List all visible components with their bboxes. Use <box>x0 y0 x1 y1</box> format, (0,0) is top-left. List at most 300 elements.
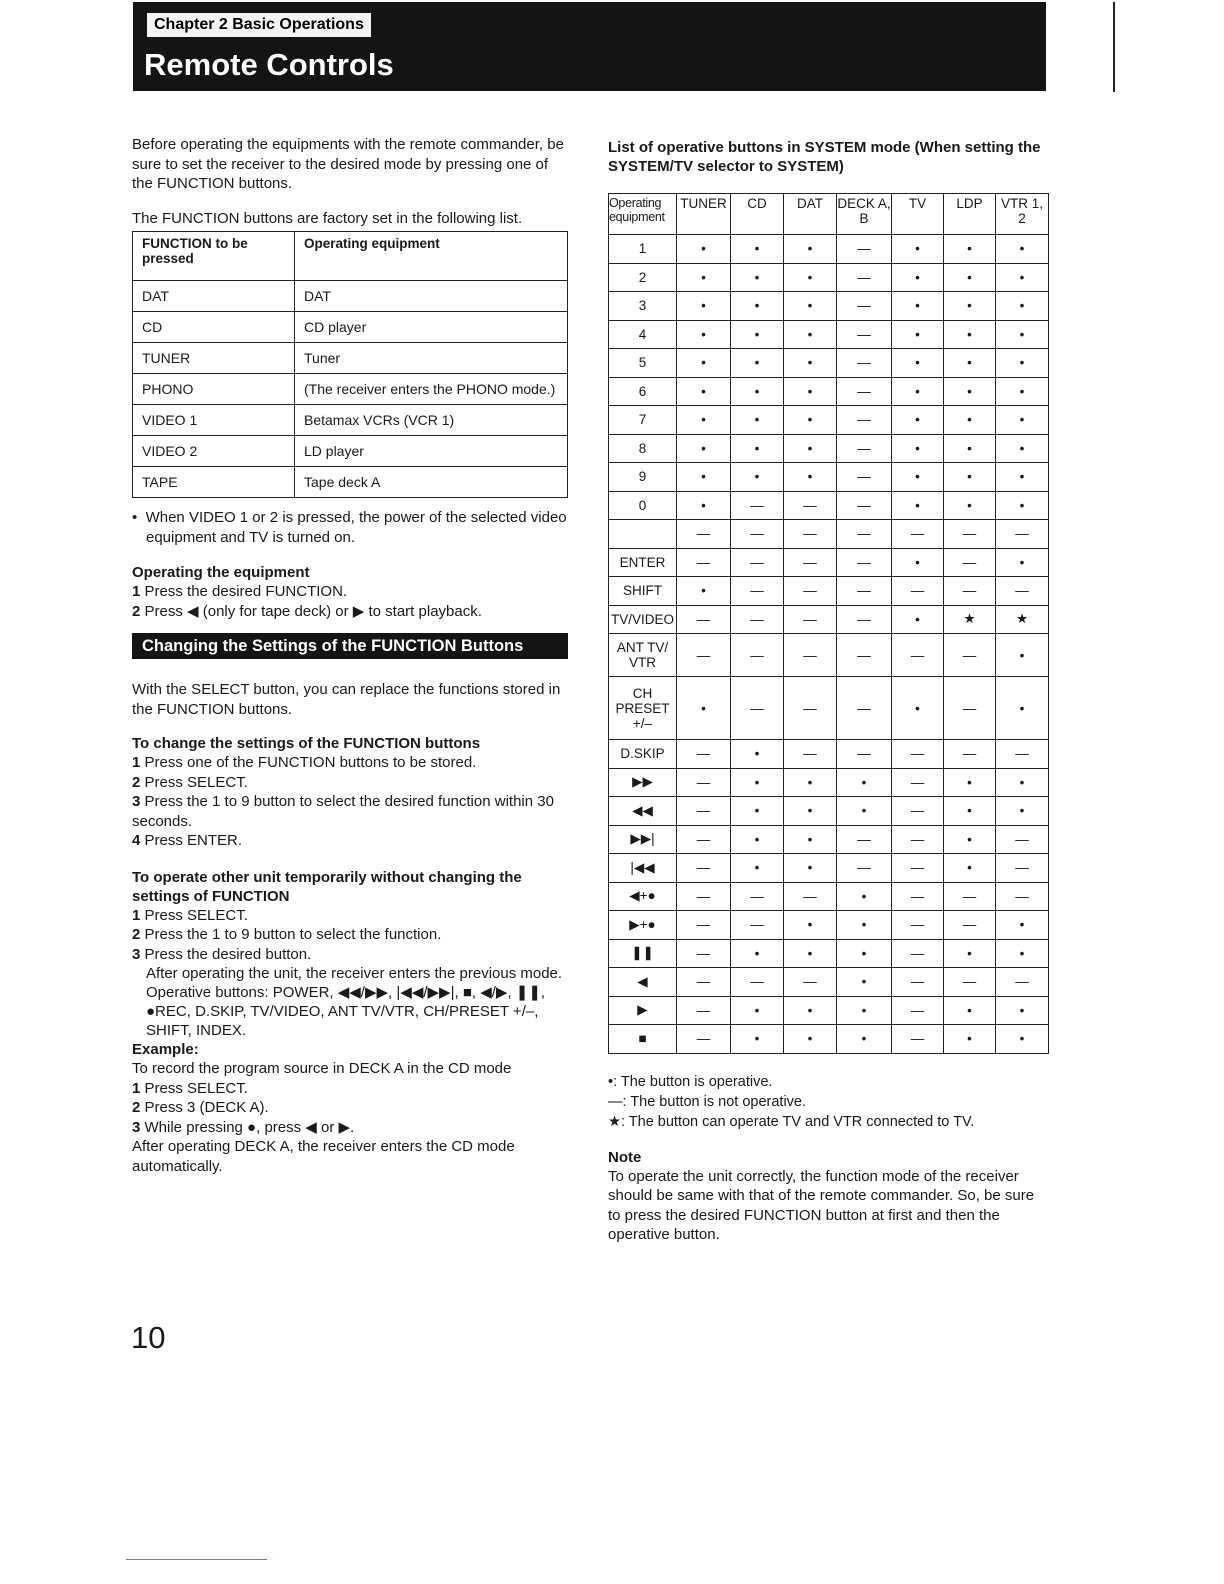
system-table-cell: — <box>731 911 784 940</box>
system-table-cell: — <box>837 634 892 677</box>
system-table-cell: — <box>677 605 731 634</box>
step-text: Press 3 (DECK A). <box>144 1099 269 1116</box>
section-banner: Changing the Settings of the FUNCTION Buttons <box>132 633 568 659</box>
system-table-cell: • <box>892 677 944 740</box>
system-table-cell: — <box>731 577 784 606</box>
system-table-row <box>609 968 1049 997</box>
system-table-cell: • <box>837 939 892 968</box>
system-table-cell: — <box>944 520 996 549</box>
system-table-header-cell: DECK A, B <box>837 194 892 235</box>
system-table-cell: • <box>892 434 944 463</box>
system-table-cell: — <box>677 968 731 997</box>
system-table-cell: • <box>996 349 1049 378</box>
step-item <box>132 582 568 602</box>
system-table-cell: — <box>677 797 731 826</box>
system-table-cell: — <box>784 605 837 634</box>
system-table-cell: • <box>784 825 837 854</box>
system-table-cell: — <box>784 968 837 997</box>
legend-item: —: The button is not operative. <box>608 1093 807 1110</box>
system-table-cell: — <box>892 768 944 797</box>
system-table-row <box>609 577 1049 606</box>
system-table-cell: • <box>892 320 944 349</box>
system-table-row-label: 7 <box>609 406 677 435</box>
system-table-cell: • <box>996 463 1049 492</box>
system-table-cell: • <box>996 320 1049 349</box>
system-table-cell: — <box>996 825 1049 854</box>
system-table-row-label: ENTER <box>609 548 677 577</box>
function-table-cell: (The receiver enters the PHONO mode.) <box>295 374 568 405</box>
system-table-row <box>609 677 1049 740</box>
system-table-cell: — <box>784 520 837 549</box>
system-table-cell: • <box>837 996 892 1025</box>
footer-rule <box>126 1559 267 1560</box>
system-table-cell: • <box>731 939 784 968</box>
step-text: Press SELECT. <box>144 773 248 791</box>
system-table-row <box>609 825 1049 854</box>
system-table-cell: • <box>837 882 892 911</box>
system-table-cell: • <box>944 463 996 492</box>
system-table-cell: — <box>944 882 996 911</box>
step-number: 1 <box>132 583 141 600</box>
system-table-cell: — <box>837 854 892 883</box>
system-table-row-label <box>609 520 677 549</box>
system-table-cell: • <box>944 1025 996 1054</box>
system-table-cell: • <box>944 768 996 797</box>
system-table-cell: • <box>944 406 996 435</box>
system-table-cell: • <box>944 825 996 854</box>
system-table-row-label: ▶+● <box>609 911 677 940</box>
system-table-cell: — <box>996 740 1049 769</box>
example-intro: To record the program source in DECK A in the CD mode <box>132 1060 512 1077</box>
system-table-cell: • <box>944 349 996 378</box>
system-table-cell: — <box>996 577 1049 606</box>
system-table-cell: — <box>892 634 944 677</box>
system-table-cell: — <box>677 939 731 968</box>
note-text: To operate the unit correctly, the function mode of the receiver should be same with that of the remote commander. So, be sure to press the desired FUNCTION button at first and then the operative button. <box>608 1167 1035 1243</box>
step-number: 2 <box>132 1099 141 1116</box>
system-table-cell: • <box>892 406 944 435</box>
system-table-row-label: D.SKIP <box>609 740 677 769</box>
system-table-header-cell: TUNER <box>677 194 731 235</box>
system-table-cell: • <box>996 634 1049 677</box>
system-table-header-cell: VTR 1, 2 <box>996 194 1049 235</box>
system-table-cell: • <box>784 406 837 435</box>
system-table-cell: • <box>677 320 731 349</box>
left-column <box>132 135 568 1176</box>
system-table-row <box>609 349 1049 378</box>
note-heading: Note <box>608 1148 642 1166</box>
video-note: • When VIDEO 1 or 2 is pressed, the power of the selected video equipment and TV is turned on. <box>132 509 567 546</box>
system-table-cell: • <box>731 740 784 769</box>
system-table-cell: — <box>944 911 996 940</box>
step-number: 1 <box>132 1079 141 1097</box>
temp-operative: Operative buttons: POWER, ◀◀/▶▶, |◀◀/▶▶|, ■, ◀/▶, ❚❚, ●REC, D.SKIP, TV/VIDEO, ANT TV/VTR, CH/PRESET +/–, SHIFT, INDEX. <box>146 984 546 1039</box>
function-table-header-cell: Operating equipment <box>295 232 568 281</box>
system-table-row-label: ◀+● <box>609 882 677 911</box>
system-table-cell: • <box>784 911 837 940</box>
system-table-cell: • <box>996 235 1049 264</box>
system-table-row-label: 3 <box>609 292 677 321</box>
system-table-row <box>609 854 1049 883</box>
system-table-cell: — <box>784 882 837 911</box>
system-table-cell: • <box>677 406 731 435</box>
step-number: 3 <box>132 793 141 810</box>
system-table-cell: — <box>784 577 837 606</box>
system-table-row-label: ◀ <box>609 968 677 997</box>
step-number: 2 <box>132 602 141 620</box>
page-number: 10 <box>131 1320 166 1355</box>
temp-after: After operating the unit, the receiver enters the previous mode. <box>146 965 563 982</box>
system-table-cell: • <box>784 463 837 492</box>
system-table-header-cell: LDP <box>944 194 996 235</box>
function-table-row <box>133 312 568 343</box>
system-table-cell: — <box>837 235 892 264</box>
step-text: Press ◀ (only for tape deck) or ▶ to start playback. <box>144 602 482 620</box>
system-table-cell: — <box>837 263 892 292</box>
step-text: Press SELECT. <box>144 1079 248 1097</box>
step-item <box>132 792 568 831</box>
step-item <box>132 1098 568 1118</box>
chapter-header <box>133 2 1046 91</box>
function-table-row <box>133 436 568 467</box>
system-table-cell: • <box>996 292 1049 321</box>
system-table-cell: — <box>892 882 944 911</box>
system-table-cell: — <box>731 520 784 549</box>
system-table-row-label: 6 <box>609 377 677 406</box>
system-table-cell: • <box>996 377 1049 406</box>
system-table-cell: — <box>677 520 731 549</box>
function-table-cell: Betamax VCRs (VCR 1) <box>295 405 568 436</box>
system-table-cell: • <box>892 292 944 321</box>
system-table-row <box>609 434 1049 463</box>
system-table-cell: • <box>731 349 784 378</box>
system-table-cell: • <box>731 797 784 826</box>
system-table-cell: — <box>944 634 996 677</box>
system-table-cell: • <box>944 939 996 968</box>
step-number: 2 <box>132 773 141 791</box>
system-table-cell: — <box>837 349 892 378</box>
chapter-label: Chapter 2 Basic Operations <box>147 13 371 37</box>
system-table-row-label: 1 <box>609 235 677 264</box>
system-table-cell: — <box>892 825 944 854</box>
system-table-cell: — <box>892 520 944 549</box>
system-table-cell: — <box>996 854 1049 883</box>
system-table-cell: — <box>837 740 892 769</box>
system-table-cell: — <box>892 577 944 606</box>
system-table-cell: — <box>944 677 996 740</box>
function-table-cell: DAT <box>133 281 295 312</box>
system-table-cell: — <box>731 491 784 520</box>
function-table-cell: CD player <box>295 312 568 343</box>
system-table-cell: — <box>677 634 731 677</box>
system-table-cell: — <box>731 968 784 997</box>
system-table-cell: • <box>837 797 892 826</box>
system-table-header-cell: DAT <box>784 194 837 235</box>
system-table-cell: — <box>784 677 837 740</box>
system-table-cell: • <box>784 263 837 292</box>
system-table-cell: • <box>892 377 944 406</box>
system-table-cell: — <box>944 740 996 769</box>
system-table-cell: • <box>784 349 837 378</box>
system-table-row <box>609 292 1049 321</box>
system-table-cell: • <box>996 911 1049 940</box>
system-table-cell: • <box>731 463 784 492</box>
system-table-row <box>609 996 1049 1025</box>
system-table-cell: — <box>731 605 784 634</box>
system-table-cell: • <box>944 854 996 883</box>
step-text: Press the desired button. <box>144 945 312 963</box>
system-table-cell: • <box>731 854 784 883</box>
system-table-cell: — <box>837 605 892 634</box>
system-table-cell: — <box>892 968 944 997</box>
system-table-row-label: ▶▶ <box>609 768 677 797</box>
system-table-cell: • <box>996 797 1049 826</box>
system-table-cell: — <box>996 968 1049 997</box>
system-table-row <box>609 634 1049 677</box>
system-table-cell: • <box>731 996 784 1025</box>
system-table-cell: — <box>784 634 837 677</box>
system-table-cell: • <box>996 1025 1049 1054</box>
system-table-cell: • <box>784 768 837 797</box>
system-table-row <box>609 740 1049 769</box>
system-table-cell: • <box>677 292 731 321</box>
system-table-cell: • <box>784 939 837 968</box>
system-table-cell: • <box>944 235 996 264</box>
system-table-cell: — <box>837 825 892 854</box>
step-text: Press ENTER. <box>144 832 243 849</box>
step-text: Press the 1 to 9 button to select the desired function within 30 seconds. <box>132 793 554 830</box>
operating-steps <box>132 582 568 621</box>
function-table-cell: VIDEO 2 <box>133 436 295 467</box>
right-column <box>608 138 1044 1245</box>
system-table-row <box>609 263 1049 292</box>
function-table-cell: TAPE <box>133 467 295 498</box>
step-item <box>132 1079 568 1099</box>
system-table-cell: — <box>837 577 892 606</box>
system-table-cell: — <box>892 939 944 968</box>
system-table-cell: — <box>892 996 944 1025</box>
system-table-cell: — <box>996 520 1049 549</box>
step-number: 1 <box>132 906 141 924</box>
system-table-cell: — <box>677 825 731 854</box>
system-table-cell: • <box>944 491 996 520</box>
system-table-cell: • <box>677 263 731 292</box>
system-table-cell: • <box>892 548 944 577</box>
system-table-cell: • <box>892 491 944 520</box>
system-table-cell: • <box>731 292 784 321</box>
system-table-row-label: 9 <box>609 463 677 492</box>
step-item <box>132 945 568 965</box>
system-table-cell: • <box>996 996 1049 1025</box>
step-number: 4 <box>132 832 141 849</box>
system-table-cell: — <box>837 548 892 577</box>
system-table-cell: — <box>677 740 731 769</box>
system-table-cell: • <box>731 825 784 854</box>
system-table-row-label: 4 <box>609 320 677 349</box>
select-intro: With the SELECT button, you can replace the functions stored in the FUNCTION buttons. <box>132 681 561 718</box>
function-table-cell: LD player <box>295 436 568 467</box>
legend-item: ★: The button can operate TV and VTR connected to TV. <box>608 1113 975 1130</box>
system-table-cell: — <box>731 548 784 577</box>
example-steps <box>132 1079 568 1138</box>
system-table-row <box>609 548 1049 577</box>
system-table-cell: • <box>837 1025 892 1054</box>
system-mode-table <box>608 193 1049 1054</box>
system-table-cell: — <box>784 740 837 769</box>
system-table-cell: • <box>944 263 996 292</box>
system-table-row <box>609 520 1049 549</box>
step-number: 3 <box>132 1118 141 1136</box>
system-table-cell: • <box>892 605 944 634</box>
system-table-row-label: ▶ <box>609 996 677 1025</box>
system-table-row <box>609 797 1049 826</box>
system-table-cell: — <box>892 740 944 769</box>
system-table-cell: — <box>837 292 892 321</box>
system-table-cell: ★ <box>996 605 1049 634</box>
system-table-cell: • <box>784 320 837 349</box>
function-table-cell: PHONO <box>133 374 295 405</box>
function-table-header <box>133 232 568 281</box>
system-table-cell: • <box>731 320 784 349</box>
step-text: Press the 1 to 9 button to select the function. <box>144 926 442 943</box>
operating-heading: Operating the equipment <box>132 564 310 581</box>
system-table-cell: • <box>996 263 1049 292</box>
system-table-cell: • <box>677 377 731 406</box>
system-table-row <box>609 605 1049 634</box>
system-table-cell: — <box>731 677 784 740</box>
system-table-cell: • <box>677 349 731 378</box>
system-table-row <box>609 406 1049 435</box>
step-number: 2 <box>132 926 141 943</box>
step-number: 1 <box>132 754 141 771</box>
function-table <box>132 231 568 498</box>
function-table-cell: Tape deck A <box>295 467 568 498</box>
system-table-cell: — <box>677 548 731 577</box>
system-table-row-label: ANT TV/ VTR <box>609 634 677 677</box>
system-table-cell: — <box>837 491 892 520</box>
step-item <box>132 925 568 945</box>
system-table-cell: • <box>784 235 837 264</box>
system-table-cell: • <box>996 677 1049 740</box>
system-table-cell: — <box>784 491 837 520</box>
system-table-cell: • <box>731 1025 784 1054</box>
system-table-row <box>609 939 1049 968</box>
temp-heading: To operate other unit temporarily without changing the settings of FUNCTION <box>132 868 522 905</box>
function-table-cell: TUNER <box>133 343 295 374</box>
system-table-cell: — <box>837 377 892 406</box>
system-table-cell: • <box>677 677 731 740</box>
system-table-cell: — <box>944 968 996 997</box>
system-table-cell: • <box>996 548 1049 577</box>
system-table-cell: — <box>892 797 944 826</box>
step-number: 3 <box>132 945 141 963</box>
system-table-cell: — <box>892 911 944 940</box>
system-table-row <box>609 463 1049 492</box>
system-table-cell: — <box>837 320 892 349</box>
system-table-cell: • <box>784 377 837 406</box>
system-table-cell: • <box>944 996 996 1025</box>
system-table-row-label: ◀◀ <box>609 797 677 826</box>
table-legend <box>608 1072 1044 1132</box>
system-table-row <box>609 320 1049 349</box>
system-table-cell: • <box>892 235 944 264</box>
temp-steps <box>132 906 568 965</box>
page-title: Remote Controls <box>144 47 394 82</box>
system-table-cell: — <box>837 406 892 435</box>
step-item <box>132 831 568 851</box>
system-table-cell: • <box>837 911 892 940</box>
system-table-row-label: ❚❚ <box>609 939 677 968</box>
function-table-row <box>133 467 568 498</box>
step-text: Press SELECT. <box>144 906 248 924</box>
system-table-cell: • <box>944 320 996 349</box>
step-text: While pressing ●, press ◀ or ▶. <box>144 1118 355 1136</box>
system-table-cell: • <box>892 349 944 378</box>
system-table-cell: • <box>892 463 944 492</box>
system-table-cell: • <box>944 292 996 321</box>
system-table-cell: • <box>677 491 731 520</box>
margin-rule <box>1113 2 1115 92</box>
system-table-cell: — <box>837 677 892 740</box>
system-table-cell: • <box>677 463 731 492</box>
system-table-header <box>609 194 1049 235</box>
system-table-row <box>609 768 1049 797</box>
system-table-cell: — <box>677 882 731 911</box>
example-after: After operating DECK A, the receiver enters the CD mode automatically. <box>132 1138 515 1175</box>
function-table-header-cell: FUNCTION to be pressed <box>133 232 295 281</box>
system-table-cell: — <box>731 882 784 911</box>
system-table-cell: • <box>944 434 996 463</box>
change-steps <box>132 753 568 851</box>
system-table-cell: — <box>677 996 731 1025</box>
system-table-cell: • <box>731 434 784 463</box>
system-table-cell: • <box>944 377 996 406</box>
function-table-row <box>133 405 568 436</box>
system-table-cell: — <box>837 434 892 463</box>
system-table-cell: • <box>996 768 1049 797</box>
system-table-cell: — <box>944 548 996 577</box>
system-table-row <box>609 491 1049 520</box>
system-table-cell: • <box>944 797 996 826</box>
system-table-cell: — <box>677 854 731 883</box>
system-table-cell: — <box>784 548 837 577</box>
system-table-header-cell: CD <box>731 194 784 235</box>
system-table-cell: ★ <box>944 605 996 634</box>
system-table-row <box>609 235 1049 264</box>
function-table-row <box>133 281 568 312</box>
system-table-cell: • <box>677 577 731 606</box>
system-table-cell: — <box>731 634 784 677</box>
system-table-row-label: 8 <box>609 434 677 463</box>
function-table-cell: DAT <box>295 281 568 312</box>
system-table-header-cell: Operating equipment <box>609 194 677 235</box>
system-table-cell: — <box>677 911 731 940</box>
system-table-cell: — <box>892 1025 944 1054</box>
system-table-cell: — <box>677 1025 731 1054</box>
system-table-cell: • <box>784 854 837 883</box>
system-table-cell: • <box>837 768 892 797</box>
function-table-row <box>133 374 568 405</box>
function-table-cell: CD <box>133 312 295 343</box>
system-table-cell: • <box>837 968 892 997</box>
system-table-row-label: TV/VIDEO <box>609 605 677 634</box>
system-table-cell: • <box>996 434 1049 463</box>
step-item <box>132 906 568 926</box>
system-table-cell: • <box>784 292 837 321</box>
system-table-row-label: CH PRESET +/– <box>609 677 677 740</box>
system-table-row-label: 2 <box>609 263 677 292</box>
system-table-cell: — <box>837 463 892 492</box>
